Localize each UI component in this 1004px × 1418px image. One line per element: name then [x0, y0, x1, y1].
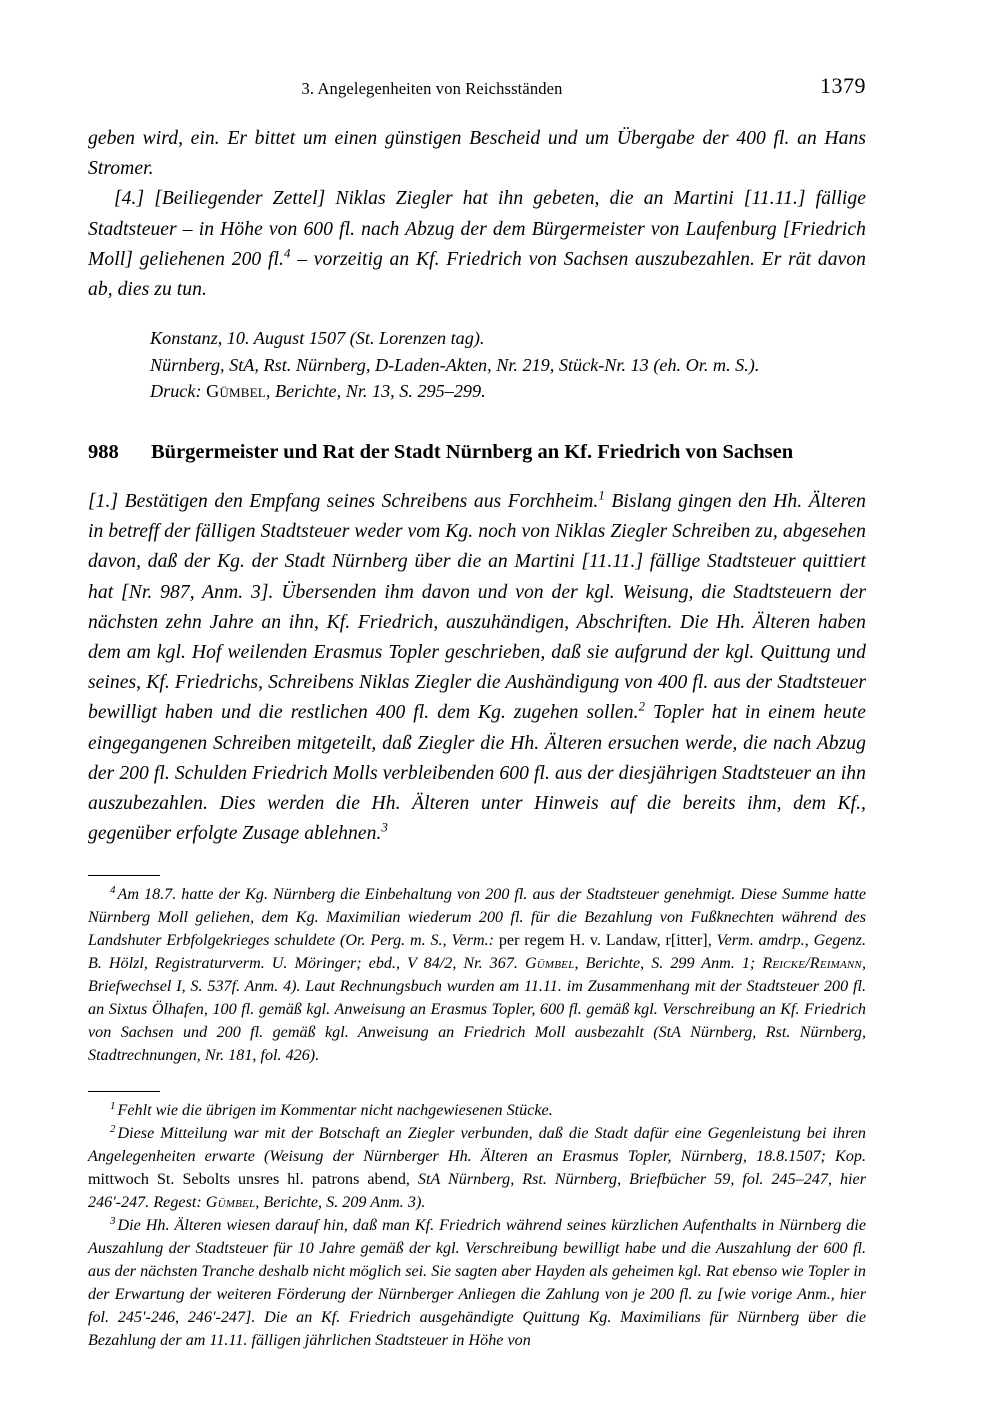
- footnote-2-seg-1: Diese Mitteilung war mit der Botschaft an Ziegler verbunden, daß die Stadt dafür eine Gegenleistung bei ihren Angelegenheiten erwarte (Weisung der Nürnberger Hh. Älteren an Erasmus Topler, Nürnberg, 18.8.1507; Kop.: [88, 1125, 866, 1166]
- footnote-marker-3: 3: [110, 1215, 116, 1228]
- document-number: 988: [88, 441, 119, 463]
- footnote-4-roman-1: per regem H. v. Landaw, r[itter]: [498, 932, 708, 950]
- footnote-4-seg-4: , Briefwechsel I, S. 537f. Anm. 4). Laut Rechnungsbuch wurden am 11.11. im Zusammenhang mit der Stadtsteuer 200 fl. an Sixtus Ölhafen, 100 fl. gemäß kgl. Anweisung an Erasmus Topler, 600 fl. gemäß kgl. Verschreibung an Kf. Friedrich von Sachsen und 200 fl. gemäß kgl. Anweisung an Friedrich Moll ausbezahlt (StA Nürnberg, Rst. Nürnberg, Stadtrechnungen, Nr. 181, fol. 426).: [88, 955, 867, 1065]
- print-author: Gümbel: [206, 381, 266, 402]
- source-line-archive: Nürnberg, StA, Rst. Nürnberg, D-Laden-Akten, Nr. 219, Stück-Nr. 13 (eh. Or. m. S.).: [150, 354, 760, 375]
- footnote-2-seg-3: , Berichte, S. 209 Anm. 3).: [255, 1194, 426, 1212]
- footnote-separator-rule: [88, 875, 160, 876]
- footnote-2: [88, 1122, 866, 1214]
- document-body-paragraph: [88, 487, 866, 849]
- doc-body-seg-3: Topler hat in einem heute eingegangenen Schreiben mitgeteilt, daß Ziegler die Hh. Älteren ersuchen werde, die nach Abzug der 200 fl. Schulden Friedrich Molls verbleibenden 600 fl. aus der diesjährigen Stadtsteuer an ihn auszubezahlen. Dies werden die Hh. Älteren unter Hinweis auf die bereits ihm, dem Kf., gegenüber erfolgte Zusage ablehnen.: [88, 702, 866, 845]
- footnote-4-seg-3: , Berichte, S. 299 Anm. 1;: [574, 955, 763, 973]
- doc-body-seg-1: [1.] Bestätigen den Empfang seines Schreibens aus Forchheim.: [88, 491, 599, 512]
- source-citation-block: [150, 325, 866, 405]
- footnote-3-text: Die Hh. Älteren wiesen darauf hin, daß man Kf. Friedrich während seines kürzlichen Aufenthalts in Nürnberg die Auszahlung der Stadtsteuer für 10 Jahre gemäß der kgl. Verschreibung bewilligt habe und die Auszahlung der 600 fl. aus der nächsten Tranche deshalb nicht möglich sei. Sie sagten aber Hayden als geheimen kgl. Rat ebenso wie Topler in der Erwartung der weiteren Förderung der Nürnberger Anliegen die Zahlung von je 200 fl. zu [wie vorige Anm., hier fol. 245'-246, 246'-247]. Die an Kf. Friedrich ausgehändigte Quittung Kg. Maximilians für Nürnberg über die Bezahlung der am 11.11. fälligen jährlichen Stadtsteuer in Höhe von: [88, 1217, 866, 1350]
- footnote-ref-4[interactable]: 4: [283, 245, 291, 261]
- footnote-1-text: Fehlt wie die übrigen im Kommentar nicht nachgewiesenen Stücke.: [117, 1102, 553, 1120]
- paragraph-text: geben wird, ein. Er bittet um einen günstigen Bescheid und um Übergabe der 400 fl. an Hans Stromer.: [88, 128, 866, 180]
- footnote-marker-1: 1: [110, 1100, 116, 1113]
- footnote-2-roman-1: mittwoch St. Sebolts unsres hl. patrons abend: [88, 1171, 406, 1189]
- source-line-print: [150, 378, 866, 405]
- footnote-3: [88, 1214, 866, 1352]
- footnote-marker-4: 4: [110, 884, 116, 897]
- body-paragraph-4: [88, 184, 866, 305]
- paragraph-text-post: – vorzeitig an Kf. Friedrich von Sachsen auszubezahlen. Er rät davon ab, dies zu tun.: [88, 248, 866, 301]
- footnote-ref-1[interactable]: 1: [598, 487, 605, 503]
- document-title: Bürgermeister und Rat der Stadt Nürnberg an Kf. Friedrich von Sachsen: [151, 441, 794, 463]
- footnote-4-author-2: Reicke/Reimann: [762, 955, 862, 973]
- footnote-4-author-1: Gümbel: [524, 955, 575, 973]
- footnote-block-lower: [88, 1091, 866, 1352]
- footnote-ref-3[interactable]: 3: [381, 819, 388, 835]
- footnote-ref-2[interactable]: 2: [638, 698, 646, 714]
- page-number: 1379: [820, 73, 866, 98]
- body-paragraph-continuation: [88, 124, 866, 184]
- doc-body-seg-2: Bislang gingen den Hh. Älteren in betreff der fälligen Stadtsteuer weder vom Kg. noch von Niklas Ziegler Schreiben zu, abgesehen davon, daß der Kg. der Stadt Nürnberg über die an Martini [11.11.] fällige Stadtsteuer quittiert hat [Nr. 987, Anm. 3]. Übersenden ihm davon und von der kgl. Weisung, die Stadtsteuern der nächsten zehn Jahre an ihn, Kf. Friedrich, auszuhändigen, Abschriften. Die Hh. Älteren haben dem am kgl. Hof weilenden Erasmus Topler geschrieben, daß sie aufgrund der kgl. Quittung und seines, Kf. Friedrichs, Schreibens Niklas Ziegler die Aushändigung von 400 fl. aus der Stadtsteuer bewilligt haben und die restlichen 400 fl. dem Kg. zugehen sollen.: [88, 491, 866, 724]
- footnote-2-seg-2: , StA Nürnberg, Rst. Nürnberg, Briefbücher 59, fol. 245–247, hier 246'-247. Regest:: [88, 1171, 866, 1212]
- page-content-column: [88, 0, 866, 1352]
- footnote-4: [88, 883, 866, 1067]
- footnote-block-upper: [88, 875, 866, 1067]
- print-reference: , Berichte, Nr. 13, S. 295–299.: [265, 381, 486, 402]
- footnote-1: [88, 1099, 866, 1122]
- footnote-separator-rule-2: [88, 1091, 160, 1092]
- footnote-marker-2: 2: [110, 1123, 116, 1136]
- source-line-date: Konstanz, 10. August 1507 (St. Lorenzen tag).: [150, 328, 485, 349]
- footnote-4-seg-1: Am 18.7. hatte der Kg. Nürnberg die Einbehaltung von 200 fl. aus der Stadtsteuer genehmigt. Diese Summe hatte Nürnberg Moll geliehen, dem Kg. Maximilian wiederum 200 fl. für die Bezahlung von Fußknechten während des Landshuter Erbfolgekrieges schuldete (Or. Perg. m. S., Verm.:: [88, 886, 866, 950]
- running-head: [88, 73, 866, 112]
- document-heading: [88, 439, 866, 465]
- running-head-title: 3. Angelegenheiten von Reichsständen: [301, 79, 563, 98]
- footnote-4-seg-2: , Verm. amdrp., Gegenz. B. Hölzl, Registraturverm. U. Möringer; ebd., V 84/2, Nr. 367.: [88, 932, 867, 973]
- print-label: Druck:: [150, 381, 207, 402]
- paragraph-text-pre: [4.] [Beiliegender Zettel] Niklas Ziegler hat ihn gebeten, die an Martini [11.11.] fällige Stadtsteuer – in Höhe von 600 fl. nach Abzug der dem Bürgermeister von Laufenburg [Friedrich Moll] geliehenen 200 fl.: [88, 188, 866, 270]
- footnote-2-author: Gümbel: [205, 1194, 256, 1212]
